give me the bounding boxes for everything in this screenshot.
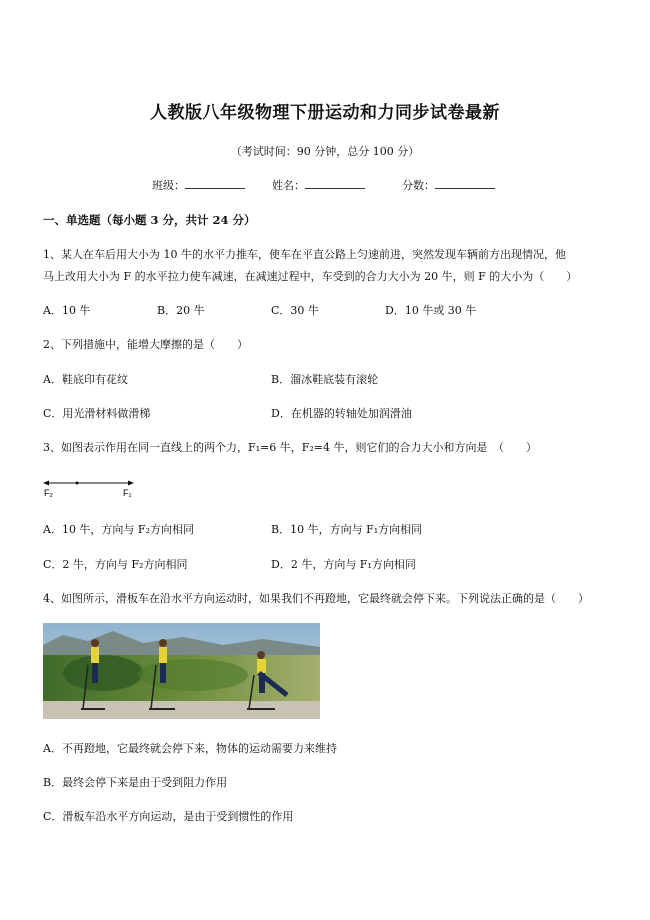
name-blank — [305, 179, 365, 189]
q1-line1: 1、某人在车后用大小为 10 牛的水平力推车，使车在平直公路上匀速前进，突然发现车辆前方出现情况，他 — [43, 248, 566, 261]
q2-option-b: B．溜冰鞋底装有滚轮 — [271, 373, 379, 386]
score-blank — [435, 179, 495, 189]
q4-option-a: A．不再蹬地，它最终就会停下来，物体的运动需要力来维持 — [43, 742, 337, 755]
class-blank — [185, 179, 245, 189]
scooter-photo-svg — [43, 623, 320, 719]
q4-option-b: B．最终会停下来是由于受到阻力作用 — [43, 776, 228, 789]
q3-option-c: C．2 牛，方向与 F₂方向相同 — [43, 558, 188, 571]
q2-stem: 2、下列措施中，能增大摩擦的是（ ） — [43, 338, 248, 351]
exam-time-note: （考试时间：90 分钟，总分 100 分） — [230, 145, 420, 158]
q2-option-a: A．鞋底印有花纹 — [43, 373, 128, 386]
force-diagram — [43, 480, 143, 504]
page-title: 人教版八年级物理下册运动和力同步试卷最新 — [150, 103, 500, 123]
class-field — [152, 177, 245, 193]
f2-arrowhead — [43, 481, 49, 486]
q3-stem: 3、如图表示作用在同一直线上的两个力，F₁=6 牛，F₂=4 牛，则它们的合力大小和方向是 （ ） — [43, 441, 538, 454]
q3-option-a: A．10 牛，方向与 F₂方向相同 — [43, 523, 194, 536]
q2-option-c: C．用光滑材料做滑梯 — [43, 407, 151, 420]
f2-label: F₂ — [44, 488, 53, 498]
f1-arrowhead — [128, 481, 134, 486]
q2-option-d: D．在机器的转轴处加润滑油 — [271, 407, 412, 420]
f1-label: F₁ — [123, 488, 132, 498]
action-point — [76, 482, 79, 485]
name-label: 姓名： — [272, 179, 305, 192]
force-line-svg — [43, 480, 143, 504]
section-heading: 一、单选题（每小题 3 分，共计 24 分） — [43, 213, 256, 227]
trees — [63, 655, 143, 691]
score-field — [402, 177, 495, 193]
q3-option-d: D．2 牛，方向与 F₁方向相同 — [271, 558, 416, 571]
q3-option-b: B．10 牛，方向与 F₁方向相同 — [271, 523, 423, 536]
q4-stem: 4、如图所示，滑板车在沿水平方向运动时，如果我们不再蹬地，它最终就会停下来。下列说法正确的是（ ） — [43, 592, 589, 605]
q1-option-d: D．10 牛或 30 牛 — [385, 304, 477, 317]
q1-option-b: B．20 牛 — [157, 304, 205, 317]
q1-option-a: A．10 牛 — [43, 304, 91, 317]
name-field — [272, 177, 365, 193]
q4-option-c: C．滑板车沿水平方向运动，是由于受到惯性的作用 — [43, 810, 294, 823]
q1-line2: 马上改用大小为 F 的水平拉力使车减速，在减速过程中，车受到的合力大小为 20 牛，则 F 的大小为（ ） — [43, 270, 578, 283]
scooter-photo — [43, 623, 320, 719]
class-label: 班级： — [152, 179, 185, 192]
q1-option-c: C．30 牛 — [271, 304, 319, 317]
score-label: 分数： — [402, 179, 435, 192]
